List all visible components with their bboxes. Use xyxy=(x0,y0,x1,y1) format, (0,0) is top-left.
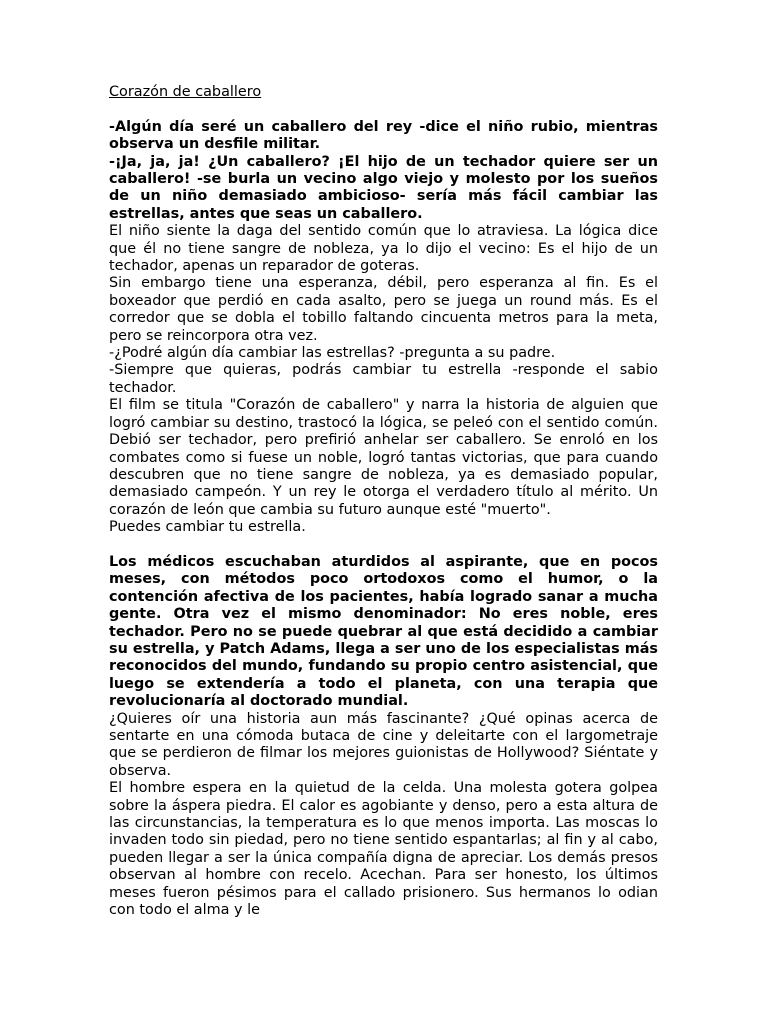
paragraph: Los médicos escuchaban aturdidos al aspirante, que en pocos meses, con métodos poco ortodoxos como el humor, o la contención afectiva de los pacientes, había logrado sanar a mucha gente. Otra vez el mismo denominador: No eres noble, eres techador. Pero no se puede quebrar al que está decidido a cambiar su estrella, y Patch Adams, llega a ser uno de los especialistas más reconocidos del mundo, fundando su propio centro asistencial, que luego se extendería a todo el planeta, con una terapia que revolucionaría al doctorado mundial. xyxy=(109,553,658,710)
paragraph: El hombre espera en la quietud de la celda. Una molesta gotera golpea sobre la áspera piedra. El calor es agobiante y denso, pero a esta altura de las circunstancias, la temperatura es lo que menos importa. Las moscas lo invaden todo sin piedad, pero no tiene sentido espantarlas; al fin y al cabo, pueden llegar a ser la única compañía digna de apreciar. Los demás presos observan al hombre con recelo. Acechan. Para ser honesto, los últimos meses fueron pésimos para el callado prisionero. Sus hermanos lo odian con todo el alma y le xyxy=(109,780,658,919)
paragraph: -¡Ja, ja, ja! ¿Un caballero? ¡El hijo de un techador quiere ser un caballero! -se burla un vecino algo viejo y molesto por los sueños de un niño demasiado ambicioso- sería más fácil cambiar las estrellas, antes que seas un caballero. xyxy=(109,153,658,222)
paragraph: -¿Podré algún día cambiar las estrellas? -pregunta a su padre. xyxy=(109,345,556,362)
document-title: Corazón de caballero xyxy=(109,84,262,100)
paragraph: Sin embargo tiene una esperanza, débil, pero esperanza al fin. Es el boxeador que perdió en cada asalto, pero se juega un round más. Es el corredor que se dobla el tobillo faltando cincuenta metros para la meta, pero se reincorpora otra vez. xyxy=(109,275,658,344)
paragraph: ¿Quieres oír una historia aun más fascinante? ¿Qué opinas acerca de sentarte en una cómoda butaca de cine y deleitarte con el largometraje que se perdieron de filmar los mejores guionistas de Hollywood? Siéntate y observa. xyxy=(109,710,658,779)
paragraph: El film se titula "Corazón de caballero" y narra la historia de alguien que logró cambiar su destino, trastocó la lógica, se peleó con el sentido común. Debió ser techador, pero prefirió anhelar ser caballero. Se enroló en los combates como si fuese un noble, logró tantas victorias, que para cuando descubren que no tiene sangre de nobleza, ya es demasiado popular, demasiado campeón. Y un rey le otorga el verdadero título al mérito. Un corazón de león que cambia su futuro aunque esté "muerto". xyxy=(109,397,658,518)
paragraph: Puedes cambiar tu estrella. xyxy=(109,519,306,536)
paragraph: -Algún día seré un caballero del rey -dice el niño rubio, mientras observa un desfile militar. xyxy=(109,118,658,153)
paragraph-spacer xyxy=(109,537,658,554)
document-page xyxy=(109,84,658,919)
paragraph: El niño siente la daga del sentido común que lo atraviesa. La lógica dice que él no tiene sangre de nobleza, ya lo dijo el vecino: Es el hijo de un techador, apenas un reparador de goteras. xyxy=(109,223,658,275)
paragraph: -Siempre que quieras, podrás cambiar tu estrella -responde el sabio techador. xyxy=(109,362,658,396)
